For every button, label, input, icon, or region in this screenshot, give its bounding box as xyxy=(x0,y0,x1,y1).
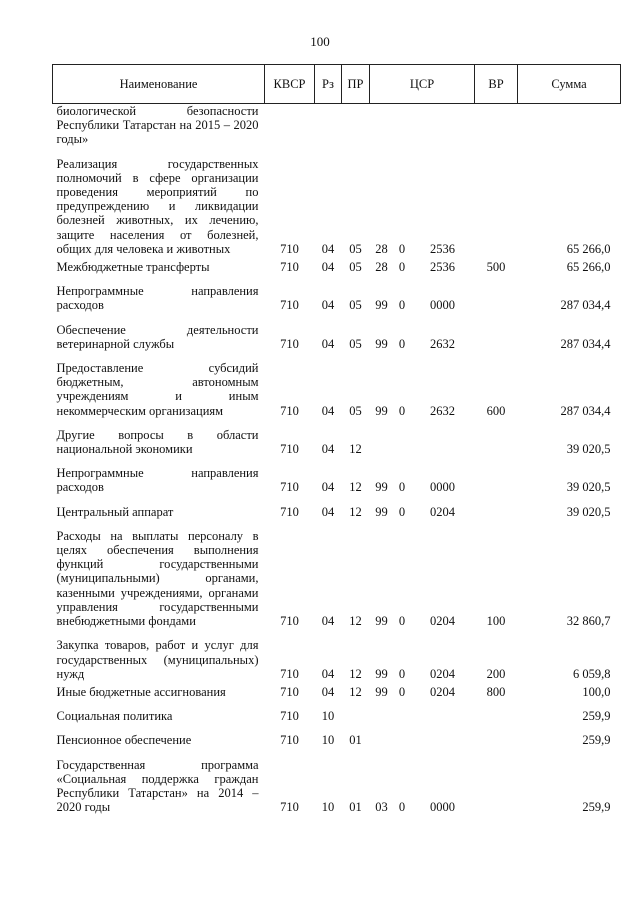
header-kvsr: КВСР xyxy=(265,65,315,104)
cell-sum: 287 034,4 xyxy=(560,336,611,351)
cell-csr-code: 0204 xyxy=(430,684,455,699)
cell-rz: 04 xyxy=(321,260,335,275)
cell-vr: 100 xyxy=(486,614,506,629)
cell-csr-sub: 0 xyxy=(398,241,406,256)
cell-csr-code: 2536 xyxy=(430,260,455,275)
table-row xyxy=(53,723,621,747)
cell-csr-code xyxy=(411,723,475,747)
cell-csr-program: 99 xyxy=(375,504,388,519)
cell-pr: 05 xyxy=(349,298,362,313)
cell-sum: 287 034,4 xyxy=(560,403,611,418)
cell-vr: 200 xyxy=(486,666,506,681)
cell-sum: 32 860,7 xyxy=(566,614,611,629)
table-row xyxy=(53,681,621,699)
cell-vr xyxy=(475,104,518,147)
cell-pr: 12 xyxy=(349,684,362,699)
cell-csr-program xyxy=(370,699,394,723)
cell-kvsr: 710 xyxy=(280,709,299,724)
cell-rz: 04 xyxy=(321,614,335,629)
cell-vr xyxy=(475,456,518,494)
cell-name: Непрограммные направления расходов xyxy=(56,466,259,495)
cell-kvsr: 710 xyxy=(280,336,299,351)
table-row xyxy=(53,104,621,147)
cell-sum: 39 020,5 xyxy=(566,480,611,495)
cell-csr-program: 99 xyxy=(375,684,388,699)
cell-sum: 259,9 xyxy=(582,733,611,748)
cell-rz: 04 xyxy=(321,241,335,256)
cell-rz xyxy=(315,104,342,147)
cell-pr: 12 xyxy=(349,504,362,519)
cell-sum: 6 059,8 xyxy=(573,666,611,681)
cell-name: Центральный аппарат xyxy=(56,504,174,519)
cell-sum: 65 266,0 xyxy=(566,260,611,275)
cell-rz: 04 xyxy=(321,684,335,699)
cell-name: Реализация государственных полномочий в сфере организации проведения мероприятий по предупреждению и ликвидации болезней животных, их лечению, защите населения от болезней, общих для человека и животных xyxy=(56,156,259,256)
cell-name: Другие вопросы в области национальной экономики xyxy=(56,427,259,457)
cell-csr-sub xyxy=(394,104,411,147)
cell-kvsr: 710 xyxy=(280,666,299,681)
cell-sum xyxy=(518,104,621,147)
table-row xyxy=(53,147,621,256)
cell-kvsr: 710 xyxy=(280,480,299,495)
cell-name: Межбюджетные трансферты xyxy=(56,260,210,275)
cell-csr-sub: 0 xyxy=(398,614,406,629)
cell-pr: 12 xyxy=(349,442,362,457)
cell-csr-sub: 0 xyxy=(398,504,406,519)
cell-kvsr: 710 xyxy=(280,733,299,748)
cell-kvsr: 710 xyxy=(280,298,299,313)
cell-csr-code xyxy=(411,418,475,456)
cell-csr-program: 28 xyxy=(375,241,388,256)
cell-vr xyxy=(475,495,518,519)
header-csr: ЦСР xyxy=(370,65,475,104)
cell-vr: 600 xyxy=(486,403,506,418)
cell-kvsr xyxy=(265,104,315,147)
table-row xyxy=(53,699,621,723)
header-name: Наименование xyxy=(53,65,265,104)
cell-sum: 259,9 xyxy=(582,709,611,724)
cell-pr: 12 xyxy=(349,480,362,495)
cell-csr-code: 0204 xyxy=(430,666,455,681)
cell-csr-sub: 0 xyxy=(398,298,406,313)
cell-csr-code: 2632 xyxy=(430,336,455,351)
cell-csr-code: 0204 xyxy=(430,614,455,629)
table-row xyxy=(53,313,621,351)
cell-csr-code: 0000 xyxy=(430,480,455,495)
table-row xyxy=(53,628,621,681)
header-rz: Рз xyxy=(315,65,342,104)
cell-csr-sub: 0 xyxy=(398,666,406,681)
cell-rz: 04 xyxy=(321,298,335,313)
cell-sum: 39 020,5 xyxy=(566,504,611,519)
cell-csr-program: 03 xyxy=(375,800,388,815)
header-vr: ВР xyxy=(475,65,518,104)
cell-pr: 05 xyxy=(349,403,362,418)
cell-pr: 05 xyxy=(349,336,362,351)
cell-rz: 04 xyxy=(321,442,335,457)
cell-rz: 04 xyxy=(321,403,335,418)
cell-name: Обеспечение деятельности ветеринарной службы xyxy=(56,322,259,351)
cell-sum: 100,0 xyxy=(582,684,611,699)
cell-vr xyxy=(475,723,518,747)
cell-rz: 04 xyxy=(321,480,335,495)
budget-table xyxy=(52,64,621,814)
cell-name: Расходы на выплаты персоналу в целях обеспечения выполнения функций государственными (муниципальными) органами, казенными учреждениями, органами управления государственными внебюджетными фондами xyxy=(56,528,259,629)
cell-rz: 04 xyxy=(321,336,335,351)
cell-name: Социальная политика xyxy=(56,709,173,724)
cell-csr-sub: 0 xyxy=(398,403,406,418)
cell-sum: 39 020,5 xyxy=(566,442,611,457)
cell-kvsr: 710 xyxy=(280,684,299,699)
cell-pr: 12 xyxy=(349,666,362,681)
cell-kvsr: 710 xyxy=(280,442,299,457)
cell-name: Закупка товаров, работ и услуг для государственных (муниципальных) нужд xyxy=(56,638,259,681)
cell-name: Пенсионное обеспечение xyxy=(56,733,192,748)
cell-vr: 500 xyxy=(486,260,506,275)
cell-csr-sub: 0 xyxy=(398,336,406,351)
cell-kvsr: 710 xyxy=(280,403,299,418)
table-row xyxy=(53,351,621,418)
table-row xyxy=(53,495,621,519)
cell-vr xyxy=(475,147,518,256)
cell-csr-code: 0204 xyxy=(430,504,455,519)
cell-sum: 65 266,0 xyxy=(566,241,611,256)
table-row xyxy=(53,274,621,312)
cell-name: Иные бюджетные ассигнования xyxy=(56,684,226,699)
cell-pr: 01 xyxy=(349,800,362,815)
cell-name: биологической безопасности Республики Татарстан на 2015 – 2020 годы» xyxy=(56,104,259,147)
cell-pr xyxy=(342,104,370,147)
cell-pr: 05 xyxy=(349,241,362,256)
cell-pr: 01 xyxy=(349,733,362,748)
cell-name: Предоставление субсидий бюджетным, автономным учреждениям и иным некоммерческим организациям xyxy=(56,361,259,418)
cell-csr-sub xyxy=(394,418,411,456)
cell-csr-code: 0000 xyxy=(430,298,455,313)
cell-kvsr: 710 xyxy=(280,241,299,256)
table-header-row xyxy=(53,65,621,104)
cell-csr-program xyxy=(370,418,394,456)
cell-pr: 12 xyxy=(349,614,362,629)
page-number: 100 xyxy=(310,34,330,49)
cell-vr xyxy=(475,748,518,815)
cell-csr-sub xyxy=(394,699,411,723)
cell-csr-sub: 0 xyxy=(398,480,406,495)
cell-name: Непрограммные направления расходов xyxy=(56,284,259,313)
cell-csr-program: 99 xyxy=(375,298,388,313)
header-pr: ПР xyxy=(342,65,370,104)
cell-csr-sub: 0 xyxy=(398,260,406,275)
cell-kvsr: 710 xyxy=(280,614,299,629)
cell-vr xyxy=(475,418,518,456)
table-row xyxy=(53,418,621,456)
cell-kvsr: 710 xyxy=(280,504,299,519)
cell-csr-program: 99 xyxy=(375,336,388,351)
cell-csr-code: 2632 xyxy=(430,403,455,418)
cell-vr: 800 xyxy=(486,684,506,699)
cell-name: Государственная программа «Социальная поддержка граждан Республики Татарстан» на 2014 – 2020 годы xyxy=(56,757,259,815)
cell-csr-sub: 0 xyxy=(398,800,406,815)
cell-pr xyxy=(342,699,370,723)
cell-csr-code xyxy=(411,104,475,147)
cell-vr xyxy=(475,699,518,723)
cell-rz: 10 xyxy=(321,709,335,724)
cell-rz: 04 xyxy=(321,666,335,681)
header-sum: Сумма xyxy=(518,65,621,104)
cell-sum: 287 034,4 xyxy=(560,298,611,313)
cell-csr-sub: 0 xyxy=(398,684,406,699)
cell-rz: 10 xyxy=(321,800,335,815)
cell-rz: 10 xyxy=(321,733,335,748)
cell-csr-program: 99 xyxy=(375,480,388,495)
cell-csr-program: 99 xyxy=(375,614,388,629)
table-row xyxy=(53,456,621,494)
cell-rz: 04 xyxy=(321,504,335,519)
cell-pr: 05 xyxy=(349,260,362,275)
table-row xyxy=(53,256,621,274)
cell-csr-sub xyxy=(394,723,411,747)
cell-kvsr: 710 xyxy=(280,800,299,815)
table-row xyxy=(53,519,621,628)
cell-csr-code: 2536 xyxy=(430,241,455,256)
table-row xyxy=(53,748,621,815)
cell-csr-program xyxy=(370,723,394,747)
cell-csr-program xyxy=(370,104,394,147)
cell-vr xyxy=(475,313,518,351)
cell-csr-code: 0000 xyxy=(430,800,455,815)
cell-csr-program: 99 xyxy=(375,403,388,418)
cell-csr-code xyxy=(411,699,475,723)
cell-sum: 259,9 xyxy=(582,800,611,815)
cell-csr-program: 99 xyxy=(375,666,388,681)
cell-kvsr: 710 xyxy=(280,260,299,275)
table-body xyxy=(53,104,621,815)
cell-vr xyxy=(475,274,518,312)
cell-csr-program: 28 xyxy=(375,260,388,275)
